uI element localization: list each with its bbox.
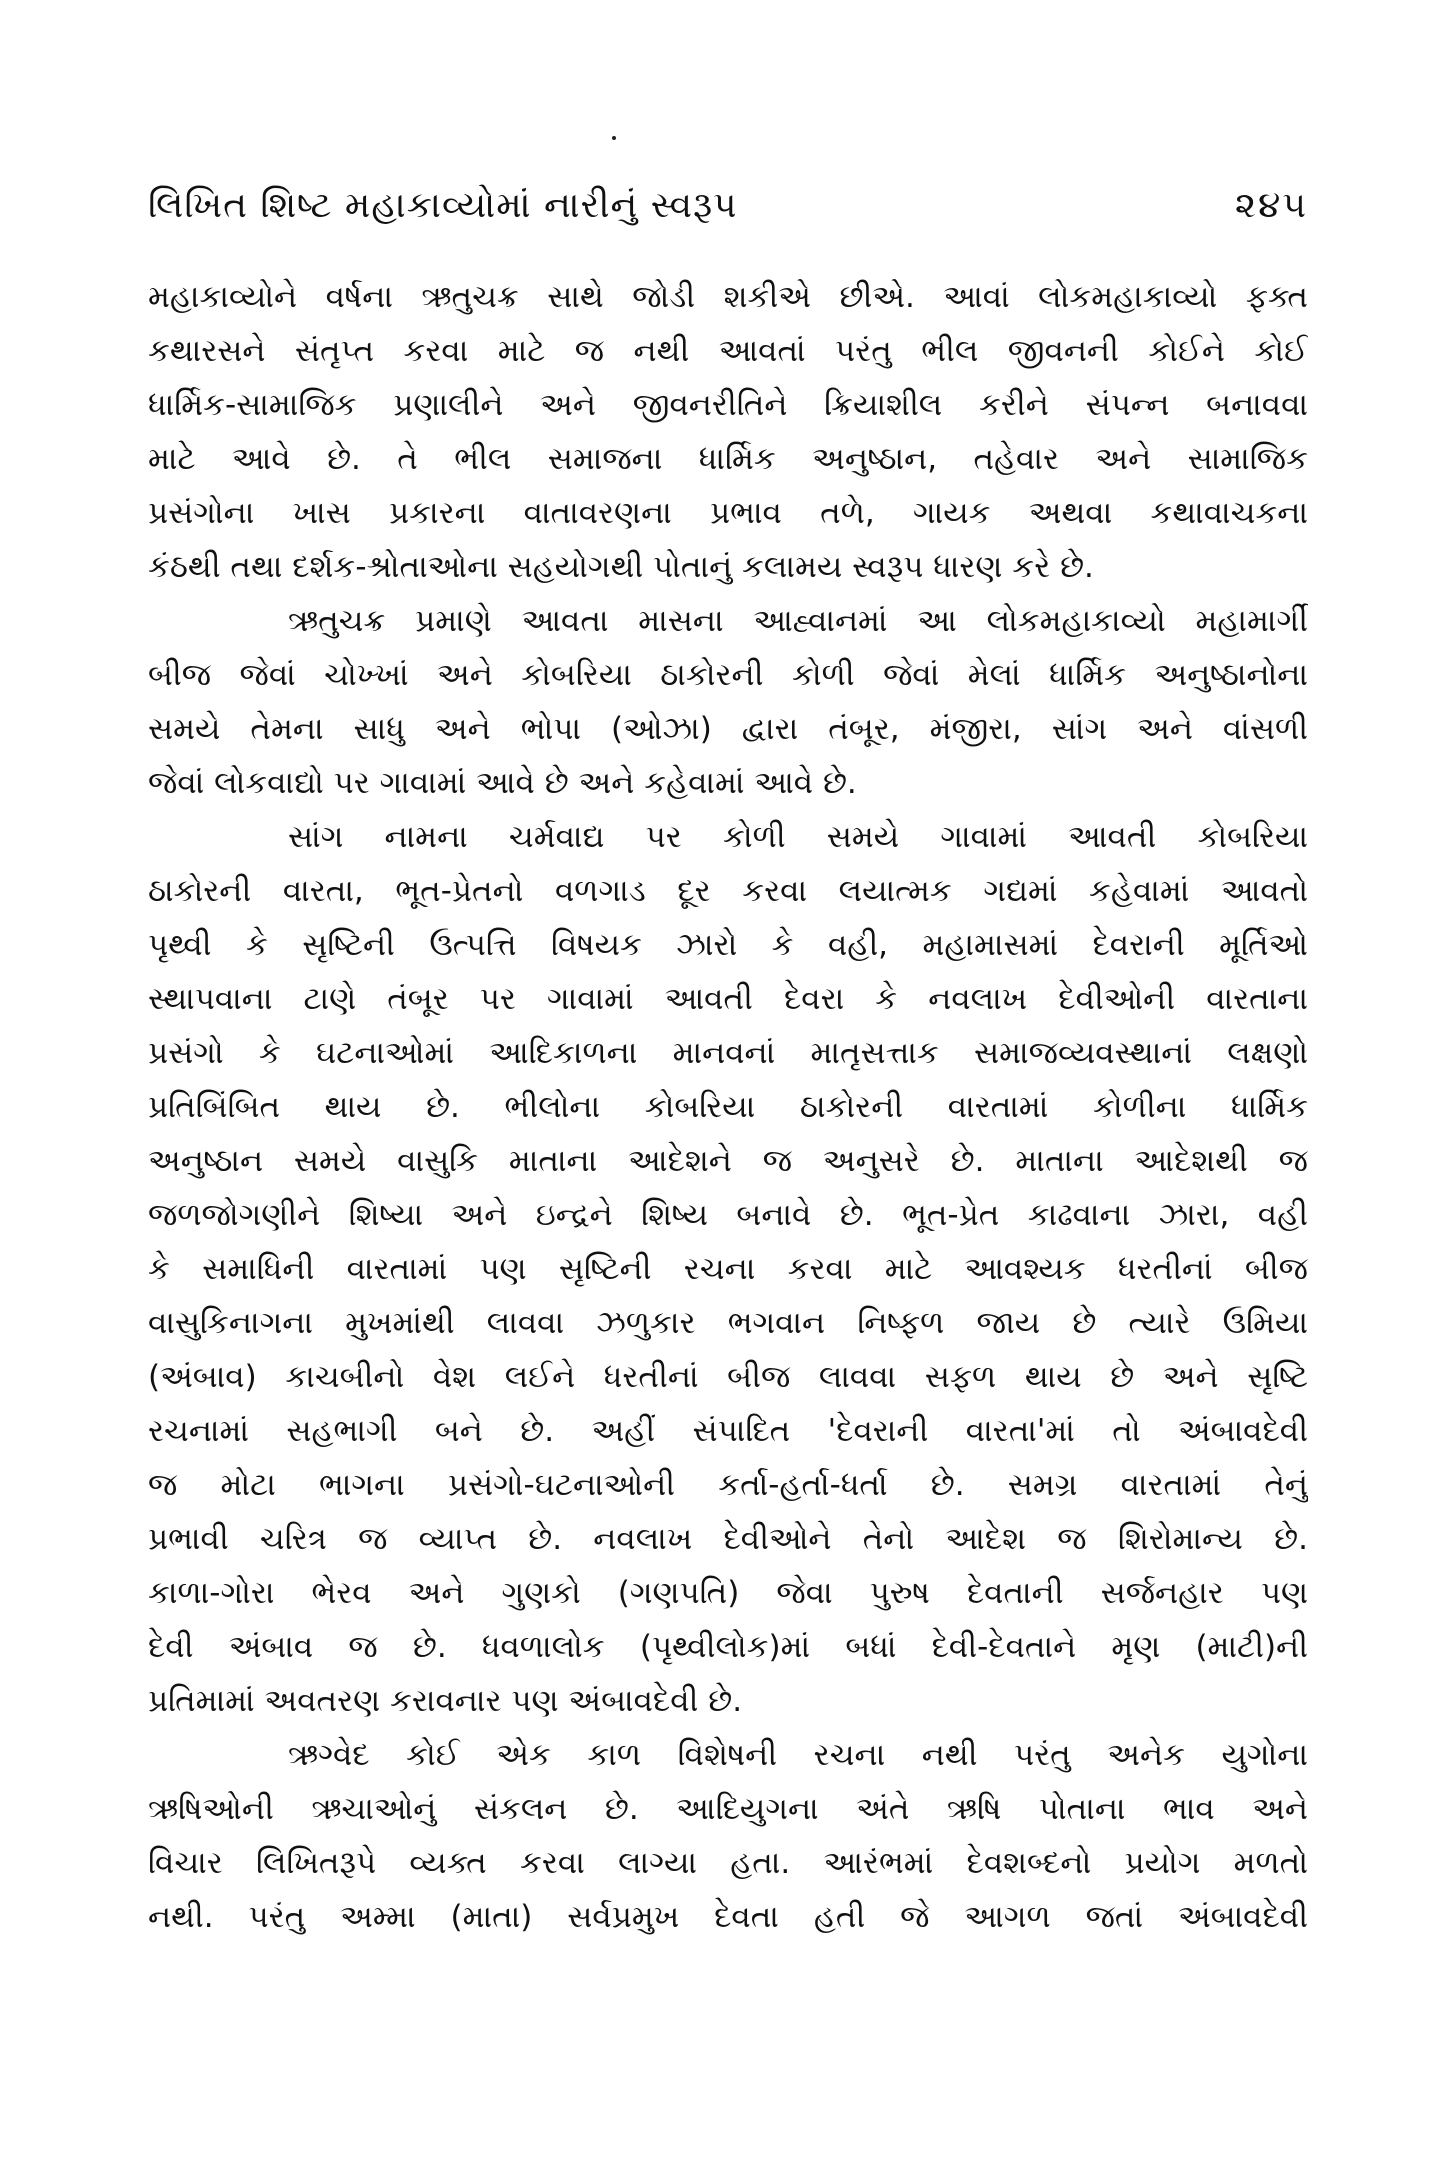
text-line: જ મોટા ભાગના પ્રસંગો-ઘટનાઓની કર્તા-હર્તા-ધર્તા છે. સમગ્ર વારતામાં તેનું: [148, 1467, 1308, 1503]
text-line: કંઠથી તથા દર્શક-શ્રોતાઓના સહયોગથી પોતાનું કલામય સ્વરૂપ ધારણ કરે છે.: [148, 549, 1094, 585]
page-header: [148, 176, 1308, 236]
text-line: પ્રતિમામાં અવતરણ કરાવનાર પણ અંબાવદેવી છે.: [148, 1683, 743, 1719]
text-line: અનુષ્ઠાન સમયે વાસુકિ માતાના આદેશને જ અનુસરે છે. માતાના આદેશથી જ: [148, 1143, 1308, 1179]
body-text: [148, 270, 1308, 1944]
text-line: ઋષિઓની ઋચાઓનું સંકલન છે. આદિયુગના અંતે ઋષિ પોતાના ભાવ અને: [148, 1791, 1308, 1827]
print-speck: [612, 136, 616, 140]
text-line: રચનામાં સહભાગી બને છે. અહીં સંપાદિત 'દેવરાની વારતા'માં તો અંબાવદેવી: [148, 1413, 1308, 1449]
text-line: ઠાકોરની વારતા, ભૂત-પ્રેતનો વળગાડ દૂર કરવા લયાત્મક ગદ્યમાં કહેવામાં આવતો: [148, 873, 1308, 909]
paragraph-start-line: સાંગ નામના ચર્મવાદ્ય પર કોળી સમયે ગાવામાં આવતી કોબરિયા: [288, 819, 1308, 855]
text-line: જેવાં લોકવાદ્યો પર ગાવામાં આવે છે અને કહેવામાં આવે છે.: [148, 765, 857, 801]
text-line: ધાર્મિક-સામાજિક પ્રણાલીને અને જીવનરીતિને ક્રિયાશીલ કરીને સંપન્ન બનાવવા: [148, 387, 1308, 423]
text-line: પ્રતિબિંબિત થાય છે. ભીલોના કોબરિયા ઠાકોરની વારતામાં કોળીના ધાર્મિક: [148, 1089, 1308, 1125]
text-line: કે સમાધિની વારતામાં પણ સૃષ્ટિની રચના કરવા માટે આવશ્યક ધરતીનાં બીજ: [148, 1251, 1308, 1287]
text-line: માટે આવે છે. તે ભીલ સમાજના ધાર્મિક અનુષ્ઠાન, તહેવાર અને સામાજિક: [148, 441, 1308, 477]
text-line: (અંબાવ) કાચબીનો વેશ લઈને ધરતીનાં બીજ લાવવા સફળ થાય છે અને સૃષ્ટિ: [148, 1359, 1308, 1395]
text-line: દેવી અંબાવ જ છે. ધવળાલોક (પૃથ્વીલોક)માં બધાં દેવી-દેવતાને મૃણ (માટી)ની: [148, 1629, 1308, 1665]
text-line: કાળા-ગોરા ભેરવ અને ગુણકો (ગણપતિ) જેવા પુરુષ દેવતાની સર્જનહાર પણ: [148, 1575, 1308, 1611]
text-line: સ્થાપવાના ટાણે તંબૂર પર ગાવામાં આવતી દેવરા કે નવલાખ દેવીઓની વારતાના: [148, 981, 1308, 1017]
text-line: નથી. પરંતુ અમ્મા (માતા) સર્વપ્રમુખ દેવતા હતી જે આગળ જતાં અંબાવદેવી: [148, 1899, 1308, 1935]
text-line: પ્રસંગો કે ઘટનાઓમાં આદિકાળના માનવનાં માતૃસત્તાક સમાજવ્યવસ્થાનાં લક્ષણો: [148, 1035, 1308, 1071]
text-line: બીજ જેવાં ચોખ્ખાં અને કોબરિયા ઠાકોરની કોળી જેવાં મેલાં ધાર્મિક અનુષ્ઠાનોના: [148, 657, 1308, 693]
text-line: મહાકાવ્યોને વર્ષના ઋતુચક્ર સાથે જોડી શકીએ છીએ. આવાં લોકમહાકાવ્યો ફક્ત: [148, 279, 1308, 315]
text-line: સમયે તેમના સાધુ અને ભોપા (ઓઝા) દ્વારા તંબૂર, મંજીરા, સાંગ અને વાંસળી: [148, 711, 1308, 747]
text-line: પ્રભાવી ચરિત્ર જ વ્યાપ્ત છે. નવલાખ દેવીઓને તેનો આદેશ જ શિરોમાન્ય છે.: [148, 1521, 1308, 1557]
text-line: વાસુકિનાગના મુખમાંથી લાવવા ઝળુકાર ભગવાન નિષ્ફળ જાય છે ત્યારે ઉમિયા: [148, 1305, 1308, 1341]
paragraph-start-line: ઋતુચક્ર પ્રમાણે આવતા માસના આહ્વાનમાં આ લોકમહાકાવ્યો મહામાર્ગી: [288, 603, 1308, 639]
page-number: ૨૪૫: [1234, 185, 1308, 226]
text-line: કથારસને સંતૃપ્ત કરવા માટે જ નથી આવતાં પરંતુ ભીલ જીવનની કોઈને કોઈ: [148, 333, 1308, 369]
text-line: જળજોગણીને શિષ્યા અને ઇન્દ્રને શિષ્ય બનાવે છે. ભૂત-પ્રેત કાઢવાના ઝારા, વહી: [148, 1197, 1308, 1233]
text-line: પૃથ્વી કે સૃષ્ટિની ઉત્પત્તિ વિષયક ઝારો કે વહી, મહામાસમાં દેવરાની મૂર્તિઓ: [148, 927, 1308, 963]
paragraph-start-line: ઋગ્વેદ કોઈ એક કાળ વિશેષની રચના નથી પરંતુ અનેક યુગોના: [288, 1737, 1308, 1773]
running-title: લિખિત શિષ્ટ મહાકાવ્યોમાં નારીનું સ્વરૂપ: [148, 185, 738, 226]
text-line: વિચાર લિખિતરૂપે વ્યક્ત કરવા લાગ્યા હતા. આરંભમાં દેવશબ્દનો પ્રયોગ મળતો: [148, 1845, 1308, 1881]
text-line: પ્રસંગોના ખાસ પ્રકારના વાતાવરણના પ્રભાવ તળે, ગાયક અથવા કથાવાચકના: [148, 495, 1308, 531]
